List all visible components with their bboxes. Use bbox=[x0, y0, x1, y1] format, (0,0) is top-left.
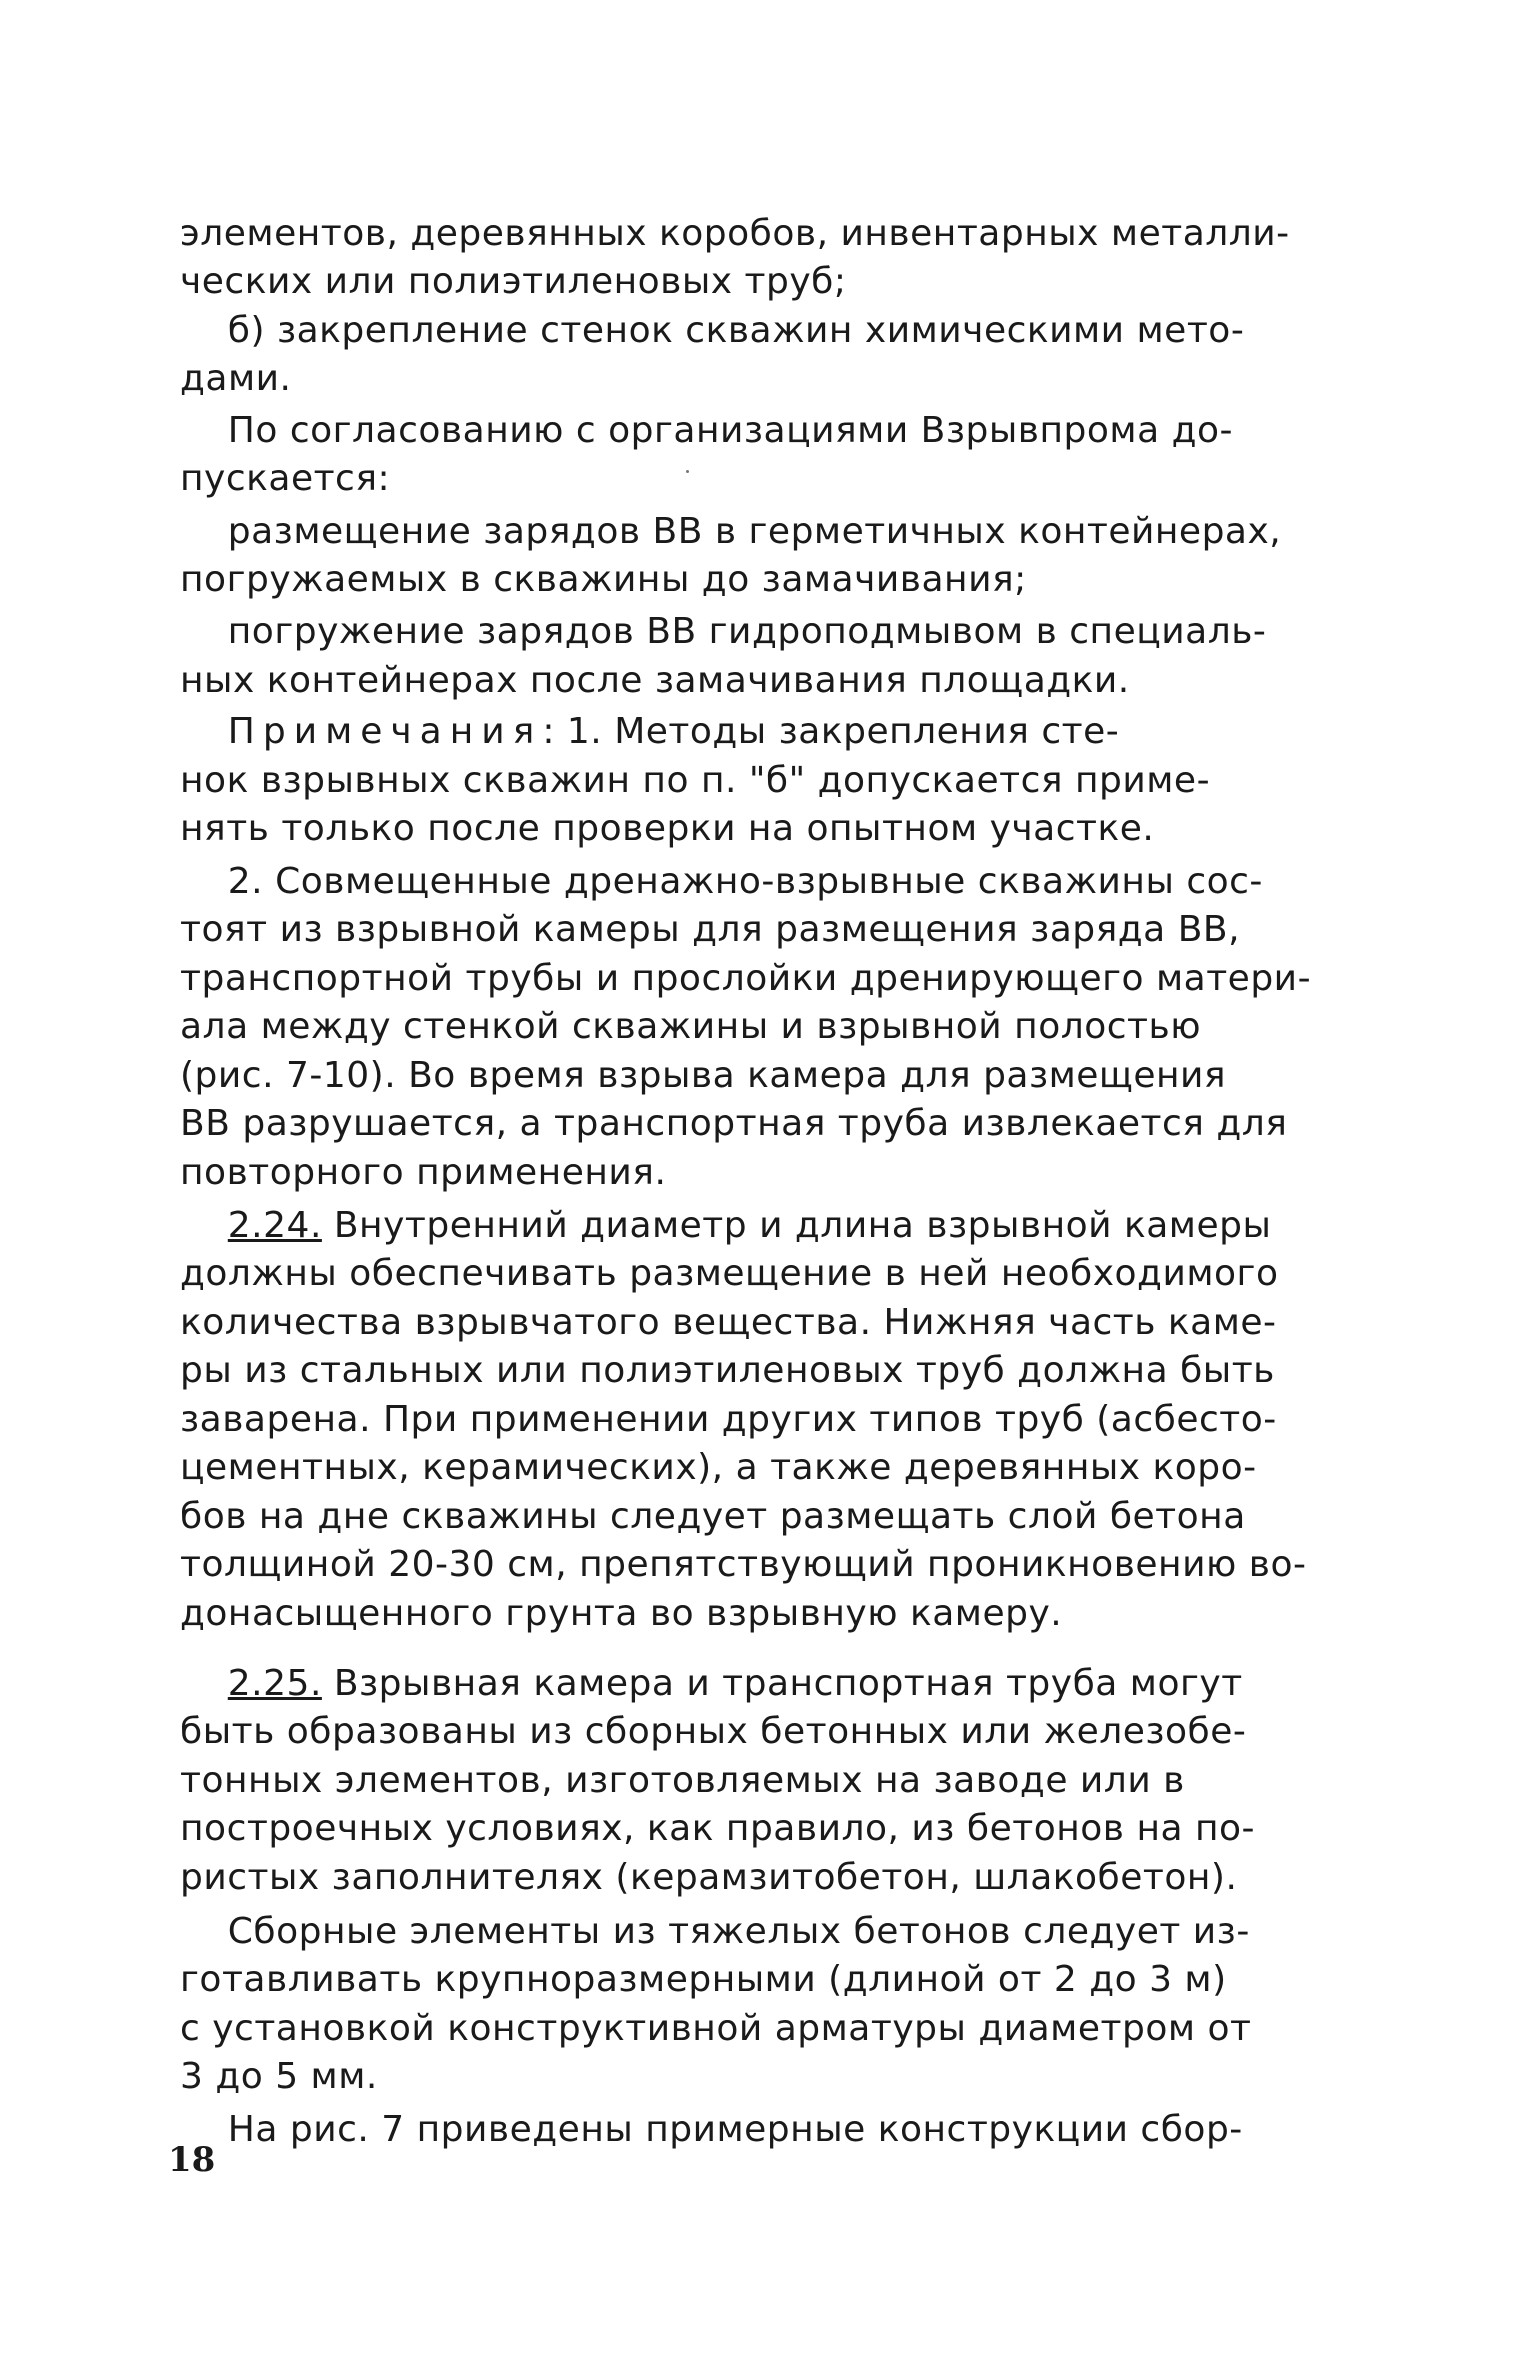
text-line: ры из стальных или полиэтиленовых труб должна быть bbox=[180, 1350, 1275, 1391]
text-line: На рис. 7 приведены примерные конструкции сбор- bbox=[180, 2109, 1243, 2150]
text-line: готавливать крупноразмерными (длиной от 2 до 3 м) bbox=[180, 1959, 1227, 2000]
text-line: построечных условиях, как правило, из бетонов на по- bbox=[180, 1808, 1256, 1849]
text-line: ВВ разрушается, а транспортная труба извлекается для bbox=[180, 1103, 1288, 1144]
text-line: с установкой конструктивной арматуры диаметром от bbox=[180, 2008, 1252, 2049]
text-line: быть образованы из сборных бетонных или железобе- bbox=[180, 1711, 1247, 1752]
text-line: ристых заполнителях (керамзитобетон, шлакобетон). bbox=[180, 1857, 1238, 1898]
text-line: ческих или полиэтиленовых труб; bbox=[180, 261, 847, 302]
text-line: толщиной 20-30 см, препятствующий проникновению во- bbox=[180, 1544, 1307, 1585]
text-line: 2. Совмещенные дренажно-взрывные скважины сос- bbox=[180, 861, 1263, 902]
text-line: повторного применения. bbox=[180, 1152, 667, 1193]
text-line: Сборные элементы из тяжелых бетонов следует из- bbox=[180, 1911, 1250, 1952]
section-2-24-line: 2.24. Внутренний диаметр и длина взрывной камеры bbox=[227, 1205, 1272, 1246]
text-line: погружаемых в скважины до замачивания; bbox=[180, 559, 1027, 600]
text-line: цементных, керамических), а также деревянных коро- bbox=[180, 1447, 1257, 1488]
text-line: По согласованию с организациями Взрывпрома до- bbox=[180, 410, 1233, 451]
text-line: ных контейнерах после замачивания площадки. bbox=[180, 660, 1130, 701]
text-line: нять только после проверки на опытном участке. bbox=[180, 808, 1155, 849]
text-line: (рис. 7-10). Во время взрыва камера для размещения bbox=[180, 1055, 1227, 1096]
scan-speck bbox=[686, 470, 689, 473]
section-2-25-line: 2.25. Взрывная камера и транспортная труба могут bbox=[227, 1663, 1243, 1704]
text-line: ала между стенкой скважины и взрывной полостью bbox=[180, 1006, 1202, 1047]
text-line: должны обеспечивать размещение в ней необходимого bbox=[180, 1253, 1279, 1294]
text-line: элементов, деревянных коробов, инвентарных металли- bbox=[180, 213, 1290, 254]
text-line: дами. bbox=[180, 358, 292, 399]
text-line: погружение зарядов ВВ гидроподмывом в специаль- bbox=[180, 611, 1267, 652]
text-line: пускается: bbox=[180, 458, 391, 499]
text-line: бов на дне скважины следует размещать слой бетона bbox=[180, 1496, 1246, 1537]
text-line: тоят из взрывной камеры для размещения заряда ВВ, bbox=[180, 909, 1241, 950]
text-line: нок взрывных скважин по п. "б" допускается приме- bbox=[180, 760, 1211, 801]
page-number: 18 bbox=[168, 2140, 216, 2180]
text-line: б) закрепление стенок скважин химическими мето- bbox=[180, 310, 1245, 351]
text-line: транспортной трубы и прослойки дренирующего матери- bbox=[180, 958, 1312, 999]
text-line: количества взрывчатого вещества. Нижняя часть каме- bbox=[180, 1302, 1277, 1343]
text-line: донасыщенного грунта во взрывную камеру. bbox=[180, 1593, 1063, 1634]
text-line: размещение зарядов ВВ в герметичных контейнерах, bbox=[180, 511, 1282, 552]
notes-line: Примечания: 1. Методы закрепления сте- bbox=[227, 711, 1120, 752]
text-line: тонных элементов, изготовляемых на заводе или в bbox=[180, 1760, 1185, 1801]
text-line: заварена. При применении других типов труб (асбесто- bbox=[180, 1399, 1277, 1440]
text-line: 3 до 5 мм. bbox=[180, 2056, 378, 2097]
